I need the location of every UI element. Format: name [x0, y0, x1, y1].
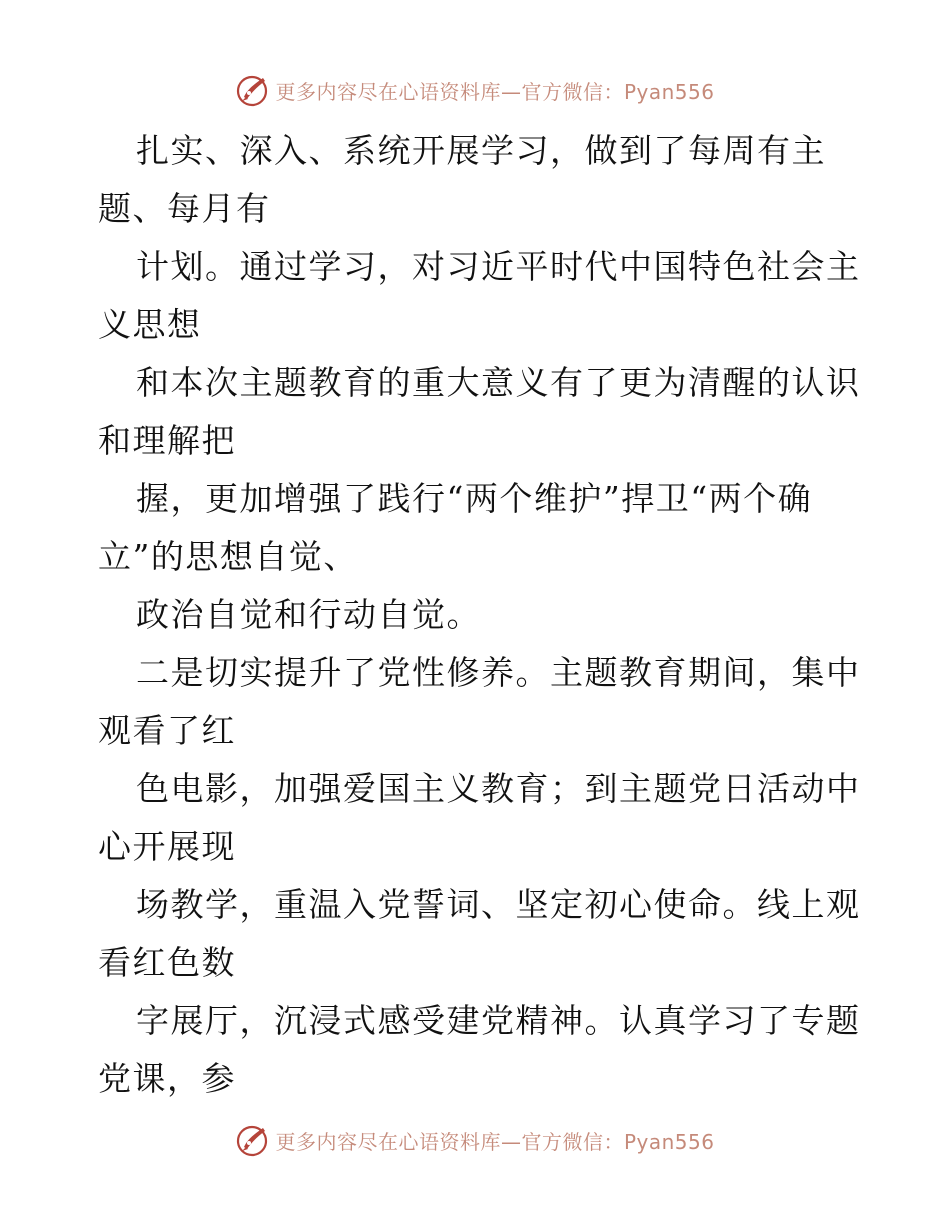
- pen-logo-icon: [235, 1123, 269, 1157]
- text-line: 场教学，重温入党誓词、坚定初心使命。线上观: [136, 885, 861, 924]
- pen-logo-icon: [235, 73, 269, 107]
- text-line: 握，更加增强了践行“两个维护”捍卫“两个确: [136, 479, 813, 518]
- text-line: 和本次主题教育的重大意义有了更为清醒的认识: [136, 363, 861, 402]
- text-line: 政治自觉和行动自觉。: [136, 595, 481, 634]
- header-watermark: [0, 70, 950, 110]
- watermark-text: 更多内容尽在心语资料库—官方微信：Pyan556: [275, 79, 715, 104]
- text-line: 色电影，加强爱国主义教育；到主题党日活动中: [136, 769, 861, 808]
- document-body: [98, 122, 861, 1108]
- text-line: 扎实、深入、系统开展学习，做到了每周有主: [136, 131, 826, 170]
- text-line: 党课，参: [98, 1059, 236, 1098]
- text-line: 心开展现: [98, 827, 236, 866]
- text-line: 和理解把: [98, 421, 236, 460]
- footer-watermark: [0, 1120, 950, 1160]
- text-line: 看红色数: [98, 943, 236, 982]
- text-line: 字展厅，沉浸式感受建党精神。认真学习了专题: [136, 1001, 861, 1040]
- text-line: 题、每月有: [98, 189, 271, 228]
- text-line: 观看了红: [98, 711, 236, 750]
- text-line: 立”的思想自觉、: [98, 537, 358, 576]
- text-line: 计划。通过学习，对习近平时代中国特色社会主: [136, 247, 861, 286]
- text-line: 二是切实提升了党性修养。主题教育期间，集中: [136, 653, 861, 692]
- text-line: 义思想: [98, 305, 202, 344]
- watermark-text: 更多内容尽在心语资料库—官方微信：Pyan556: [275, 1129, 715, 1154]
